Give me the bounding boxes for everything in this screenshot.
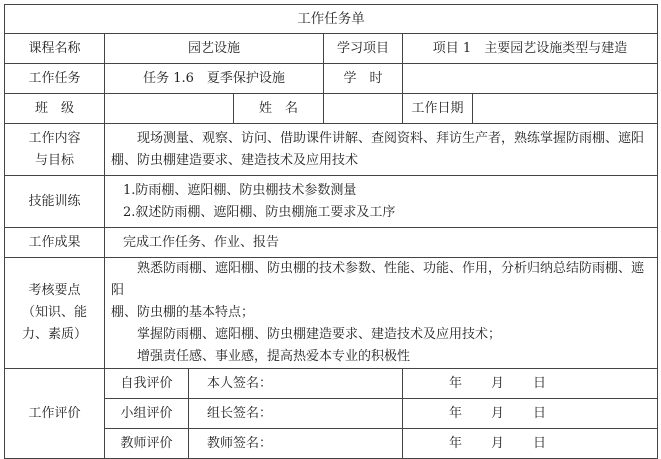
class-value	[105, 94, 234, 124]
hours-label: 学 时	[324, 64, 403, 94]
group-evaluation-label: 小组评价	[105, 399, 189, 429]
teacher-evaluation-date	[403, 429, 658, 459]
year-label: 年	[449, 435, 463, 451]
name-value	[324, 94, 403, 124]
results-value: 完成工作任务、作业、报告	[105, 228, 658, 258]
year-label: 年	[449, 375, 463, 391]
self-evaluation-label: 自我评价	[105, 369, 189, 399]
teacher-signature-label: 教师签名：	[189, 429, 403, 459]
day-label: 日	[533, 375, 547, 391]
learning-project-label: 学习项目	[324, 34, 403, 64]
work-content-label: 工作内容 与目标	[5, 124, 105, 176]
hours-value	[403, 64, 658, 94]
task-sheet-table	[4, 4, 658, 459]
course-name-value: 园艺设施	[105, 34, 324, 64]
work-task-value: 任务 1.6 夏季保护设施	[105, 64, 324, 94]
work-task-label: 工作任务	[5, 64, 105, 94]
assessment-value: 熟悉防雨棚、遮阳棚、防虫棚的技术参数、性能、功能、作用，分析归纳总结防雨棚、遮阳 棚、防虫棚的基本特点； 掌握防雨棚、遮阳棚、防虫棚建造要求、建造技术及应用技术； 增强责任感、事业感，提高热爱本专业的积极性	[105, 258, 658, 369]
group-leader-signature-label: 组长签名：	[189, 399, 403, 429]
skills-value: 1.防雨棚、遮阳棚、防虫棚技术参数测量 2.叙述防雨棚、遮阳棚、防虫棚施工要求及工序	[105, 176, 658, 228]
self-evaluation-date	[403, 369, 658, 399]
evaluation-label: 工作评价	[5, 369, 105, 459]
self-signature-label: 本人签名：	[189, 369, 403, 399]
work-date-value	[473, 94, 658, 124]
group-evaluation-date	[403, 399, 658, 429]
name-label: 姓 名	[234, 94, 324, 124]
learning-project-value: 项目 1 主要园艺设施类型与建造	[403, 34, 658, 64]
work-content-value: 现场测量、观察、访问、借助课件讲解、查阅资料、拜访生产者，熟练掌握防雨棚、遮阳 棚、防虫棚建造要求、建造技术及应用技术	[105, 124, 658, 176]
month-label: 月	[491, 405, 505, 421]
day-label: 日	[533, 435, 547, 451]
month-label: 月	[491, 435, 505, 451]
teacher-evaluation-label: 教师评价	[105, 429, 189, 459]
work-date-label: 工作日期	[403, 94, 473, 124]
month-label: 月	[491, 375, 505, 391]
class-label: 班 级	[5, 94, 105, 124]
year-label: 年	[449, 405, 463, 421]
sheet-title: 工作任务单	[5, 5, 658, 34]
assessment-label: 考核要点 （知识、能 力、素质）	[5, 258, 105, 369]
results-label: 工作成果	[5, 228, 105, 258]
day-label: 日	[533, 405, 547, 421]
course-name-label: 课程名称	[5, 34, 105, 64]
skills-label: 技能训练	[5, 176, 105, 228]
